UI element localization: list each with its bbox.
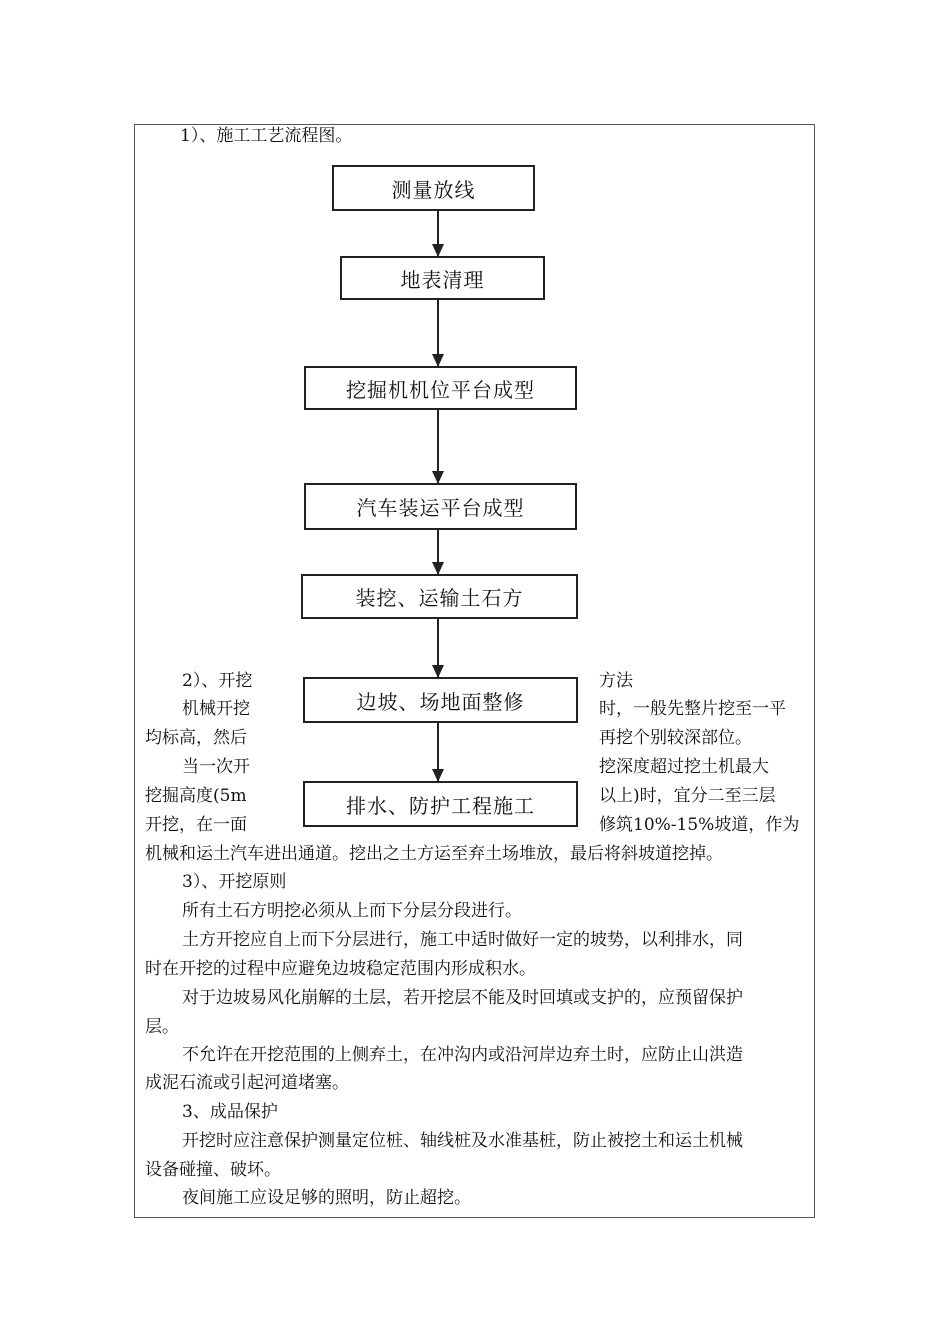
body-text: 均标高，然后	[145, 728, 247, 748]
body-text: 再挖个别较深部位。	[599, 728, 752, 748]
section-heading: 3）、开挖原则	[182, 872, 287, 892]
flow-arrow	[437, 619, 439, 677]
body-text: 当一次开	[182, 757, 250, 777]
body-text: 开挖，在一面	[145, 815, 247, 835]
body-text: 成泥石流或引起河道堵塞。	[145, 1073, 349, 1093]
flow-arrow	[437, 211, 439, 256]
body-text: 方法	[599, 671, 633, 691]
flow-step: 边坡、场地面整修	[303, 677, 578, 723]
body-text: 土方开挖应自上而下分层进行，施工中适时做好一定的坡势，以利排水，同	[182, 930, 743, 950]
body-text: 挖深度超过挖土机最大	[599, 757, 769, 777]
section-heading: 3、成品保护	[182, 1102, 278, 1122]
flow-step: 汽车装运平台成型	[304, 483, 577, 530]
body-text: 开挖时应注意保护测量定位桩、轴线桩及水准基桩，防止被挖土和运土机械	[182, 1131, 743, 1151]
body-text: 层。	[145, 1017, 179, 1037]
body-text: 修筑10%-15%坡道，作为	[599, 815, 800, 835]
body-text: 2）、开挖	[182, 671, 253, 691]
body-text: 以上)时，宜分二至三层	[599, 786, 776, 806]
body-text: 对于边坡易风化崩解的土层，若开挖层不能及时回填或支护的，应预留保护	[182, 988, 743, 1008]
body-text: 设备碰撞、破坏。	[145, 1160, 281, 1180]
body-text: 机械开挖	[182, 699, 250, 719]
flow-arrow	[437, 530, 439, 574]
flow-arrow	[437, 300, 439, 366]
flow-step: 测量放线	[332, 165, 535, 211]
flow-step: 地表清理	[340, 256, 545, 300]
body-text: 夜间施工应设足够的照明，防止超挖。	[182, 1188, 471, 1208]
body-text: 时，一般先整片挖至一平	[599, 699, 786, 719]
body-text: 时在开挖的过程中应避免边坡稳定范围内形成积水。	[145, 959, 536, 979]
body-text: 不允许在开挖范围的上侧弃土，在冲沟内或沿河岸边弃土时，应防止山洪造	[182, 1045, 743, 1065]
section-heading: 1）、施工工艺流程图。	[180, 126, 353, 146]
body-text: 机械和运土汽车进出通道。挖出之土方运至弃土场堆放，最后将斜坡道挖掉。	[145, 844, 723, 864]
flow-step: 挖掘机机位平台成型	[304, 366, 577, 410]
body-text: 挖掘高度(5m	[145, 786, 247, 806]
flow-step: 装挖、运输土石方	[301, 574, 578, 619]
flow-step: 排水、防护工程施工	[303, 781, 578, 827]
flow-arrow	[437, 723, 439, 781]
body-text: 所有土石方明挖必须从上而下分层分段进行。	[182, 901, 522, 921]
flow-arrow	[437, 410, 439, 483]
